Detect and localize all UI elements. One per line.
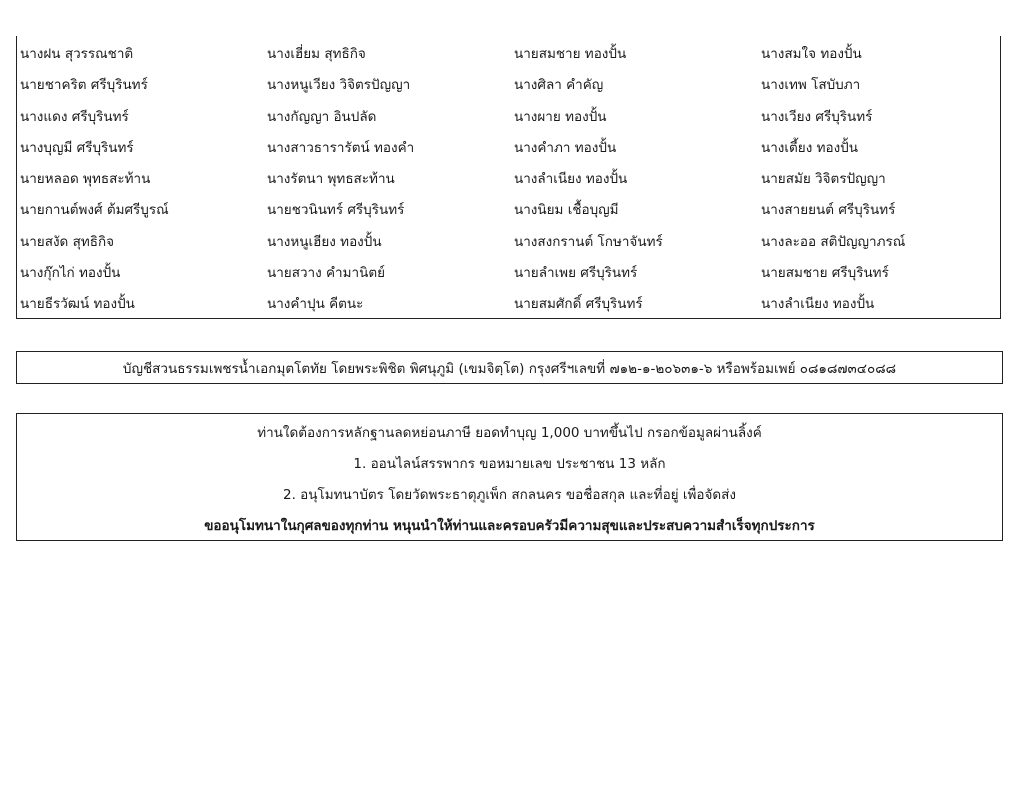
donor-name: นางกุ๊กไก่ ทองปั้น [20, 265, 121, 282]
donor-name: นายธีรวัฒน์ ทองปั้น [20, 296, 135, 313]
donor-name: นายสงัด สุทธิกิจ [20, 233, 115, 250]
tax-info-box [16, 413, 1003, 541]
donor-name: นางกัญญา อินปลัด [267, 108, 377, 125]
donor-name: นายชาคริต ศรีบุรินทร์ [20, 77, 148, 94]
donor-name: นางสาวธารารัตน์ ทองคำ [267, 139, 415, 156]
donor-name: นายกานต์พงศ์ ต้มศรีบูรณ์ [20, 202, 169, 219]
donor-name: นางเทพ โสบับภา [761, 77, 861, 94]
donor-name: นางหนูเวียง วิจิตรปัญญา [267, 77, 411, 94]
donor-names-table [16, 36, 1001, 319]
donor-name: นางสายยนต์ ศรีบุรินทร์ [761, 202, 896, 219]
donor-names-grid [20, 39, 991, 321]
donor-name: นางนิยม เชื้อบุญมี [514, 202, 619, 219]
donor-name: นายสมัย วิจิตรปัญญา [761, 171, 886, 188]
donor-name: นายลำเพย ศรีบุรินทร์ [514, 265, 638, 282]
donor-name: นางผาย ทองปั้น [514, 108, 607, 125]
bank-account-box [16, 351, 1003, 384]
donor-name: นางคำปุน คีตนะ [267, 296, 364, 313]
donor-name: นายหลอด พุทธสะท้าน [20, 171, 151, 188]
donor-name: นางแดง ศรีบุรินทร์ [20, 108, 129, 125]
donor-name: นางคำภา ทองปั้น [514, 139, 617, 156]
blessing-text: ขออนุโมทนาในกุศลของทุกท่าน หนุนนำให้ท่านและครอบครัวมีความสุขและประสบความสำเร็จทุกประการ [204, 518, 815, 534]
donor-name: นายสมชาย ศรีบุรินทร์ [761, 265, 889, 282]
donor-name: นางเฮี่ยม สุทธิกิจ [267, 46, 366, 62]
donor-name: นางรัตนา พุทธสะท้าน [267, 171, 395, 188]
bank-account-text: บัญชีสวนธรรมเพชรน้ำเอกมุตโตทัย โดยพระพิชิต พิศนุภูมิ (เขมจิตฺโต) กรุงศรีฯเลขที่ ๗๑๒-๑-๒๐๖๓๑-๖ หรือพร้อมเพย์ ๐๘๑๘๗๓๔๐๘๘ [122, 360, 897, 377]
donor-name: นางบุญมี ศรีบุรินทร์ [20, 139, 134, 156]
donor-name: นางลำเนียง ทองปั้น [761, 296, 875, 313]
donor-name: นายสมศักดิ์ ศรีบุรินทร์ [514, 296, 643, 313]
tax-option-online: 1. ออนไลน์สรรพากร ขอหมายเลข ประชาชน 13 หลัก [353, 456, 666, 472]
donor-name: นายสมชาย ทองปั้น [514, 46, 627, 62]
donor-name: นางสงกรานต์ โกษาจันทร์ [514, 233, 663, 250]
donor-name: นางลำเนียง ทองปั้น [514, 171, 628, 188]
donor-name: นางเวียง ศรีบุรินทร์ [761, 108, 873, 125]
donor-name: นางสมใจ ทองปั้น [761, 46, 862, 62]
tax-info-line: ท่านใดต้องการหลักฐานลดหย่อนภาษี ยอดทำบุญ 1,000 บาทขึ้นไป กรอกข้อมูลผ่านลิ้งค์ [257, 425, 762, 441]
donor-name: นางหนูเฮียง ทองปั้น [267, 233, 382, 250]
donor-name: นายชวนินทร์ ศรีบุรินทร์ [267, 202, 405, 219]
donor-name: นายสวาง คำมานิตย์ [267, 265, 385, 282]
donor-name: นางฝน สุวรรณชาติ [20, 46, 134, 62]
donor-name: นางเตี้ยง ทองปั้น [761, 139, 858, 156]
donor-name: นางศิลา คำคัญ [514, 77, 604, 94]
tax-option-certificate: 2. อนุโมทนาบัตร โดยวัดพระธาตุภูเพ็ก สกลนคร ขอชื่อสกุล และที่อยู่ เพื่อจัดส่ง [282, 487, 737, 503]
donor-name: นางละออ สติปัญญาภรณ์ [761, 233, 906, 250]
